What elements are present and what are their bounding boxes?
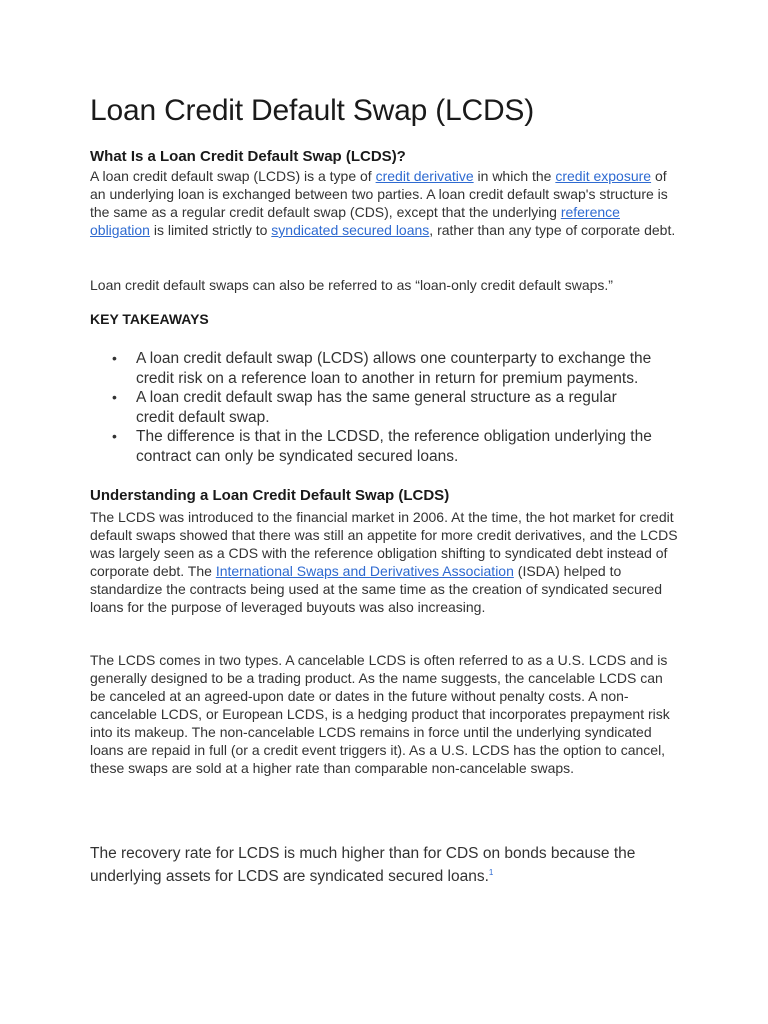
intro-text-2: in which the — [473, 168, 556, 184]
intro-text-5: , rather than any type of corporate debt. — [429, 222, 676, 238]
list-item-text: The difference is that in the LCDSD, the reference obligation underlying the contract can only be syndicated secured loans. — [136, 428, 652, 465]
credit-exposure-link[interactable]: credit exposure — [555, 168, 652, 184]
list-item-text: A loan credit default swap has the same general structure as a regular credit default swap. — [136, 389, 617, 426]
syndicated-secured-loans-link[interactable]: syndicated secured loans — [271, 222, 430, 238]
section-heading-what-is: What Is a Loan Credit Default Swap (LCDS)? — [90, 148, 406, 165]
types-paragraph: The LCDS comes in two types. A cancelable LCDS is often referred to as a U.S. LCDS and is generally designed to be a trading product. As the name suggests, the cancelable LCDS can be canceled at an agreed-upon date or dates in the future without penalty costs. A non-cancelable LCDS, or European LCDS, is a hedging product that incorporates prepayment risk into its makeup. The non-cancelable LCDS remains in force until the underlying syndicated loans are repaid in full (or a credit event triggers it). As a U.S. LCDS has the option to cancel, these swaps are sold at a higher rate than comparable non-cancelable swaps. — [90, 652, 670, 776]
history-paragraph — [90, 508, 680, 616]
intro-text-4: is limited strictly to — [149, 222, 272, 238]
page-title: Loan Credit Default Swap (LCDS) — [90, 94, 535, 127]
list-item — [90, 427, 656, 466]
list-item — [90, 349, 656, 388]
recovery-rate-paragraph — [90, 844, 680, 886]
history-text-2: (ISDA) helped to standardize the contracts being used at the same time as the creation of syndicated secured loans for the purpose of leveraged buyouts was also increasing. — [90, 563, 662, 615]
history-text-1: The LCDS was introduced to the financial market in 2006. At the time, the hot market for credit default swaps showed that there was still an appetite for more credit derivatives, and the LCDS was largely seen as a CDS with the reference obligation shifting to syndicated debt instead of corporate debt. The — [90, 509, 678, 579]
list-item — [90, 388, 656, 427]
key-takeaways-list — [90, 349, 670, 466]
key-takeaways-heading: KEY TAKEAWAYS — [90, 311, 209, 327]
footnote-marker[interactable]: 1 — [488, 868, 494, 877]
intro-text-1: A loan credit default swap (LCDS) is a type of — [90, 168, 376, 184]
isda-link[interactable]: International Swaps and Derivatives Association — [215, 563, 514, 579]
bullet-icon: • — [112, 389, 117, 405]
alias-paragraph: Loan credit default swaps can also be referred to as “loan-only credit default swaps.” — [90, 277, 613, 293]
credit-derivative-link[interactable]: credit derivative — [375, 168, 474, 184]
section-heading-understanding: Understanding a Loan Credit Default Swap (LCDS) — [90, 487, 450, 504]
list-item-text: A loan credit default swap (LCDS) allows one counterparty to exchange the credit risk on a reference loan to another in return for premium payments. — [136, 350, 652, 387]
recovery-rate-text: The recovery rate for LCDS is much higher than for CDS on bonds because the underlying assets for LCDS are syndicated secured loans. — [90, 845, 636, 886]
bullet-icon: • — [112, 428, 117, 444]
bullet-icon: • — [112, 350, 117, 366]
intro-paragraph — [90, 167, 680, 239]
intro-text-3: of an underlying loan is exchanged between two parties. A loan credit default swap's structure is the same as a regular credit default swap (CDS), except that the underlying — [90, 168, 668, 220]
reference-obligation-link[interactable]: reference obligation — [90, 204, 620, 238]
